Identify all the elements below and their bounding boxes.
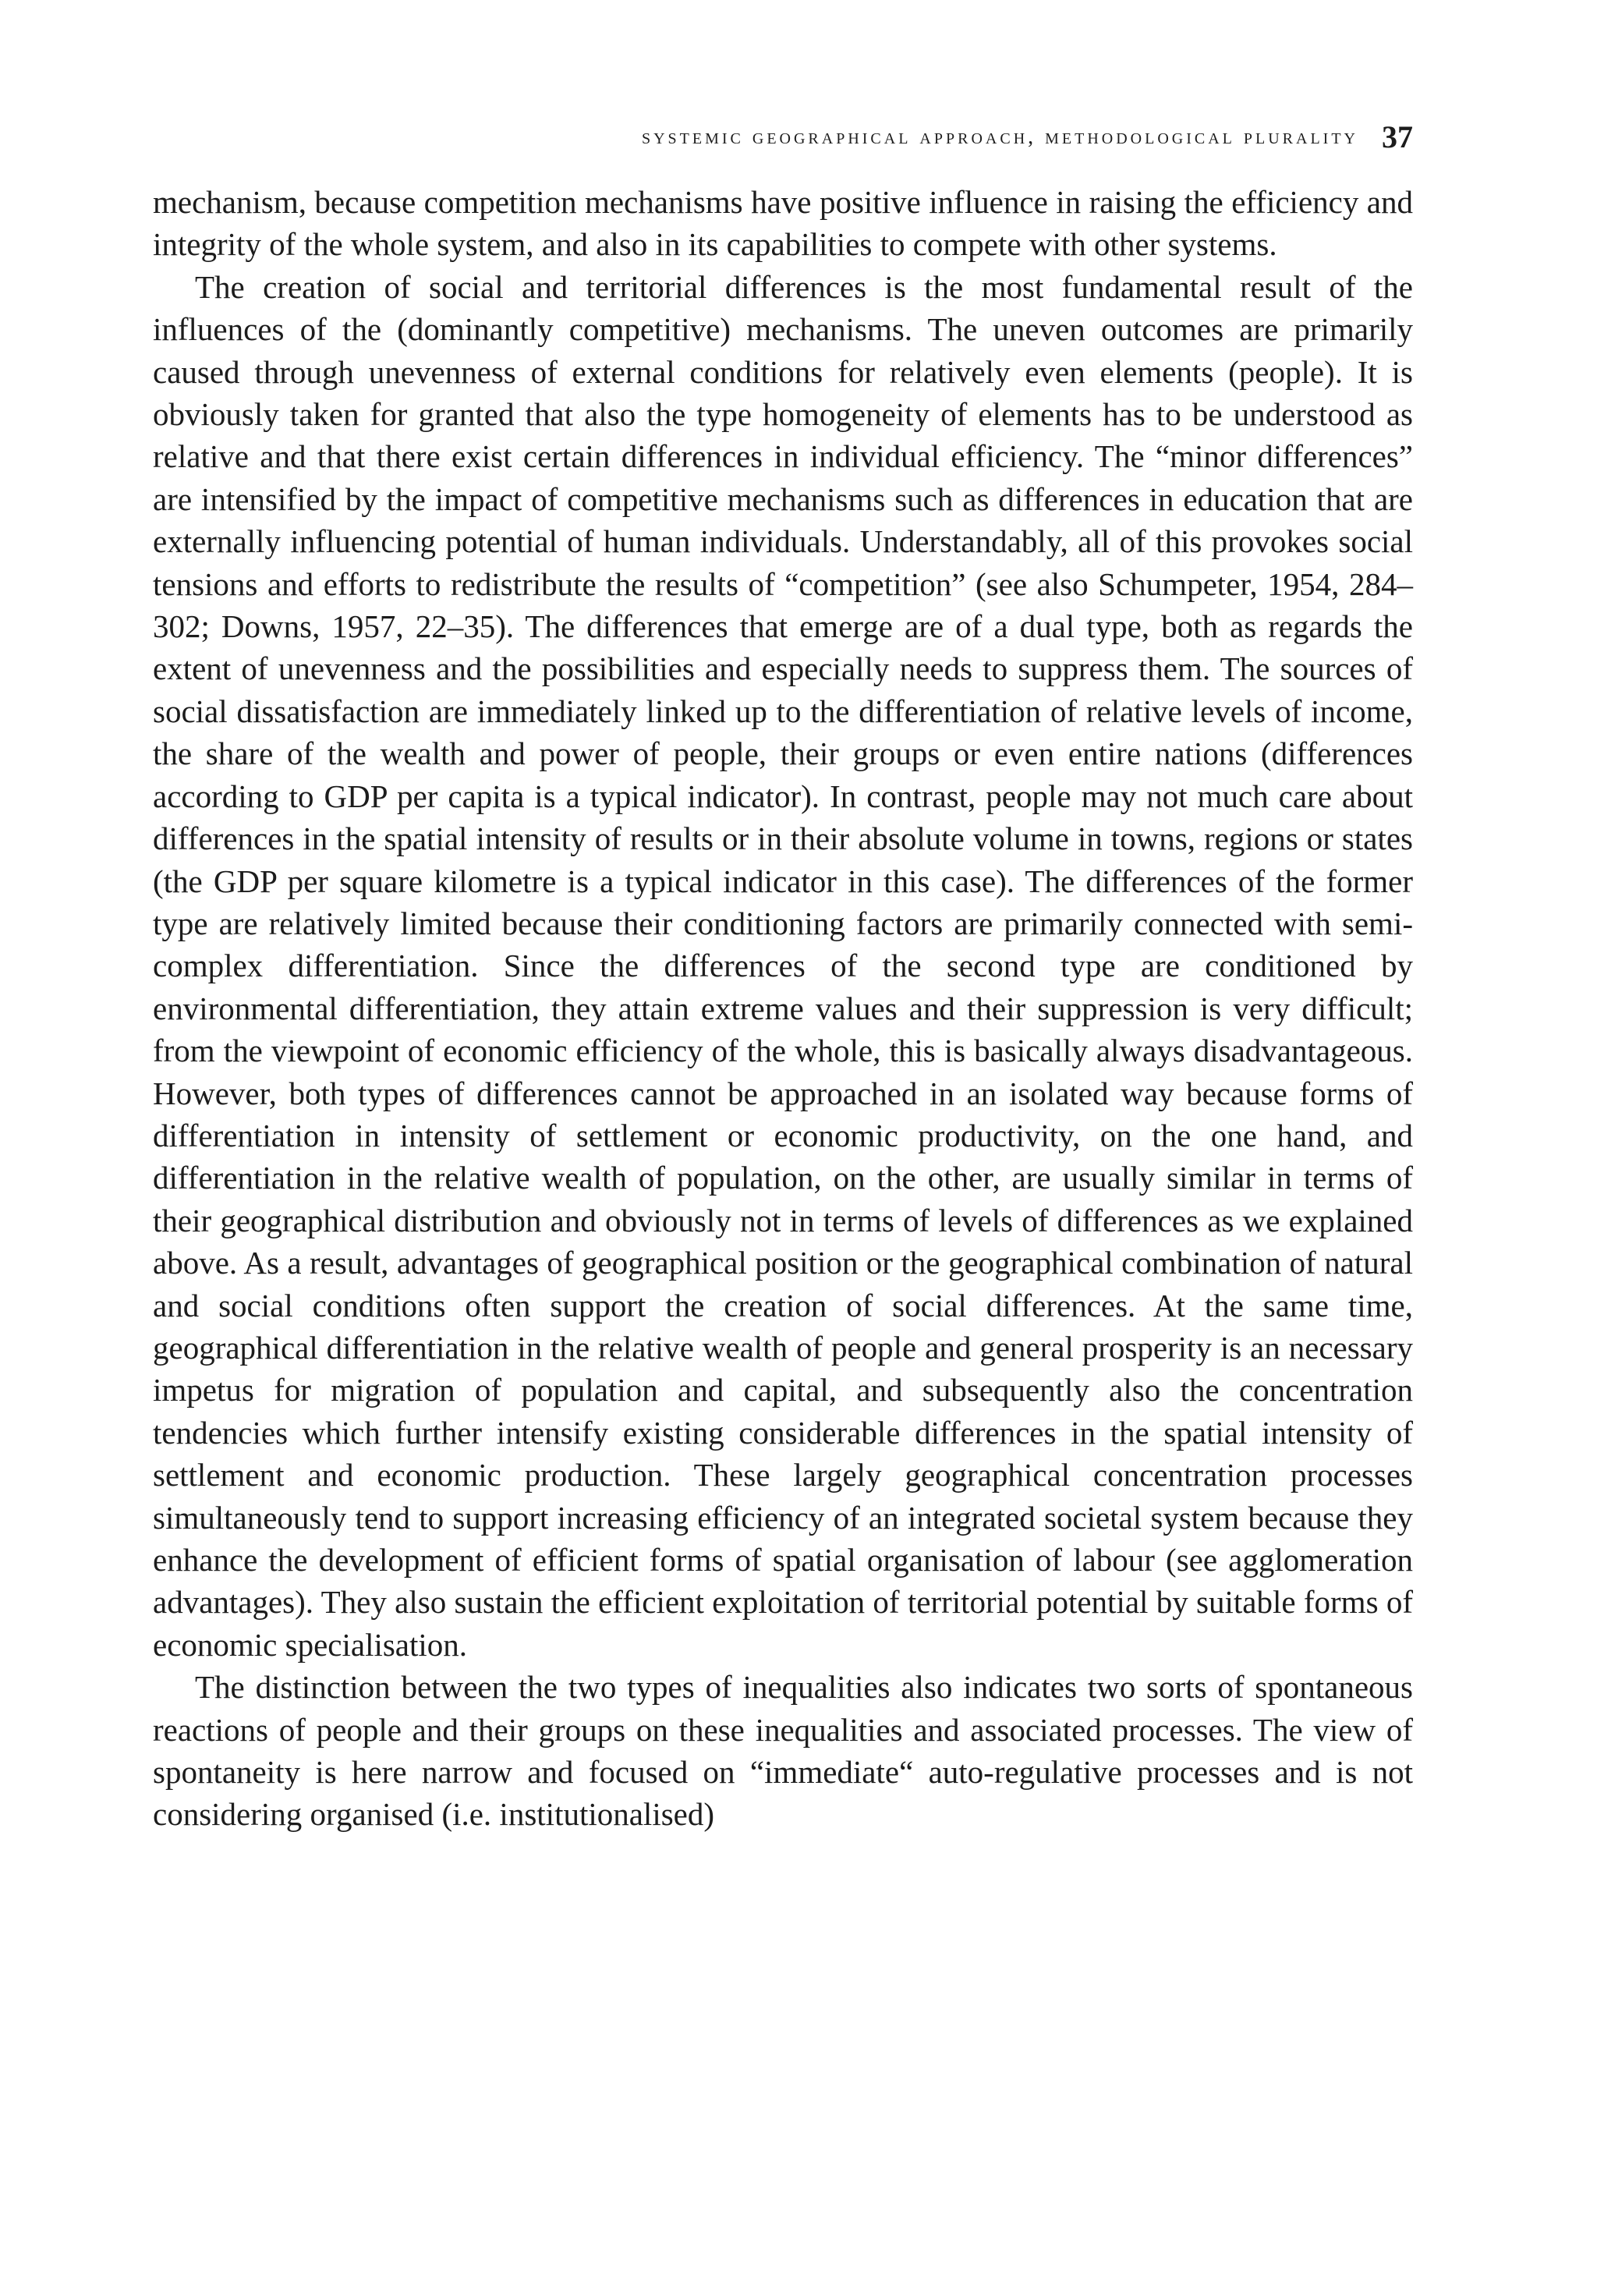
text-body — [153, 181, 1413, 1836]
book-page — [153, 117, 1413, 1836]
running-head — [153, 117, 1413, 164]
paragraph-1: mechanism, because competition mechanisms have positive influence in raising the efficiency and integrity of the whole system, and also in its capabilities to compete with other systems. — [153, 184, 1413, 263]
paragraph-3: The distinction between the two types of inequalities also indicates two sorts of spontaneous reactions of people and their groups on these inequalities and associated processes. The view of spontaneity is here narrow and focused on “immediate“ auto-regulative processes and is not considering organised (i.e. institutionalised) — [153, 1669, 1413, 1833]
running-title: systemic geographical approach, methodological plurality — [641, 125, 1358, 149]
paragraph-2: The creation of social and territorial differences is the most fundamental result of the influences of the (dominantly competitive) mechanisms. The uneven outcomes are primarily caused through unevenness of external conditions for relatively even elements (people). It is obviously taken for granted that also the type homogeneity of elements has to be understood as relative and that there exist certain differences in individual efficiency. The “minor differences” are intensified by the impact of competitive mechanisms such as differences in education that are externally influencing potential of human individuals. Understandably, all of this provokes social tensions and efforts to redistribute the results of “competition” (see also Schumpeter, 1954, 284–302; Downs, 1957, 22–35). The differences that emerge are of a dual type, both as regards the extent of unevenness and the possibilities and especially needs to suppress them. The sources of social dissatisfaction are immediately linked up to the differentiation of relative levels of income, the share of the wealth and power of people, their groups or even entire nations (differences according to GDP per capita is a typical indicator). In contrast, people may not much care about differences in the spatial intensity of results or in their absolute volume in towns, regions or states (the GDP per square kilometre is a typical indicator in this case). The differences of the former type are relatively limited because their conditioning factors are primarily connected with semi-complex differentiation. Since the differences of the second type are conditioned by environmental differentiation, they attain extreme values and their suppression is very difficult; from the viewpoint of economic efficiency of the whole, this is basically always disadvantageous. However, both types of differences cannot be approached in an isolated way because forms of differentiation in intensity of settlement or economic productivity, on the one hand, and differentiation in the relative wealth of population, on the other, are usually similar in terms of their geographical distribution and obviously not in terms of levels of differences as we explained above. As a result, advantages of geographical position or the geographical combination of natural and social conditions often support the creation of social differences. At the same time, geographical differentiation in the relative wealth of people and general prosperity is an necessary impetus for migration of population and capital, and subsequently also the concentration tendencies which further intensify existing considerable differences in the spatial intensity of settlement and economic production. These largely geographical concentration processes simultaneously tend to support increasing efficiency of an integrated societal system because they enhance the development of efficient forms of spatial organisation of labour (see agglomeration advantages). They also sustain the efficient exploitation of territorial potential by suitable forms of economic specialisation. — [153, 268, 1413, 1663]
page-number: 37 — [1382, 119, 1413, 154]
